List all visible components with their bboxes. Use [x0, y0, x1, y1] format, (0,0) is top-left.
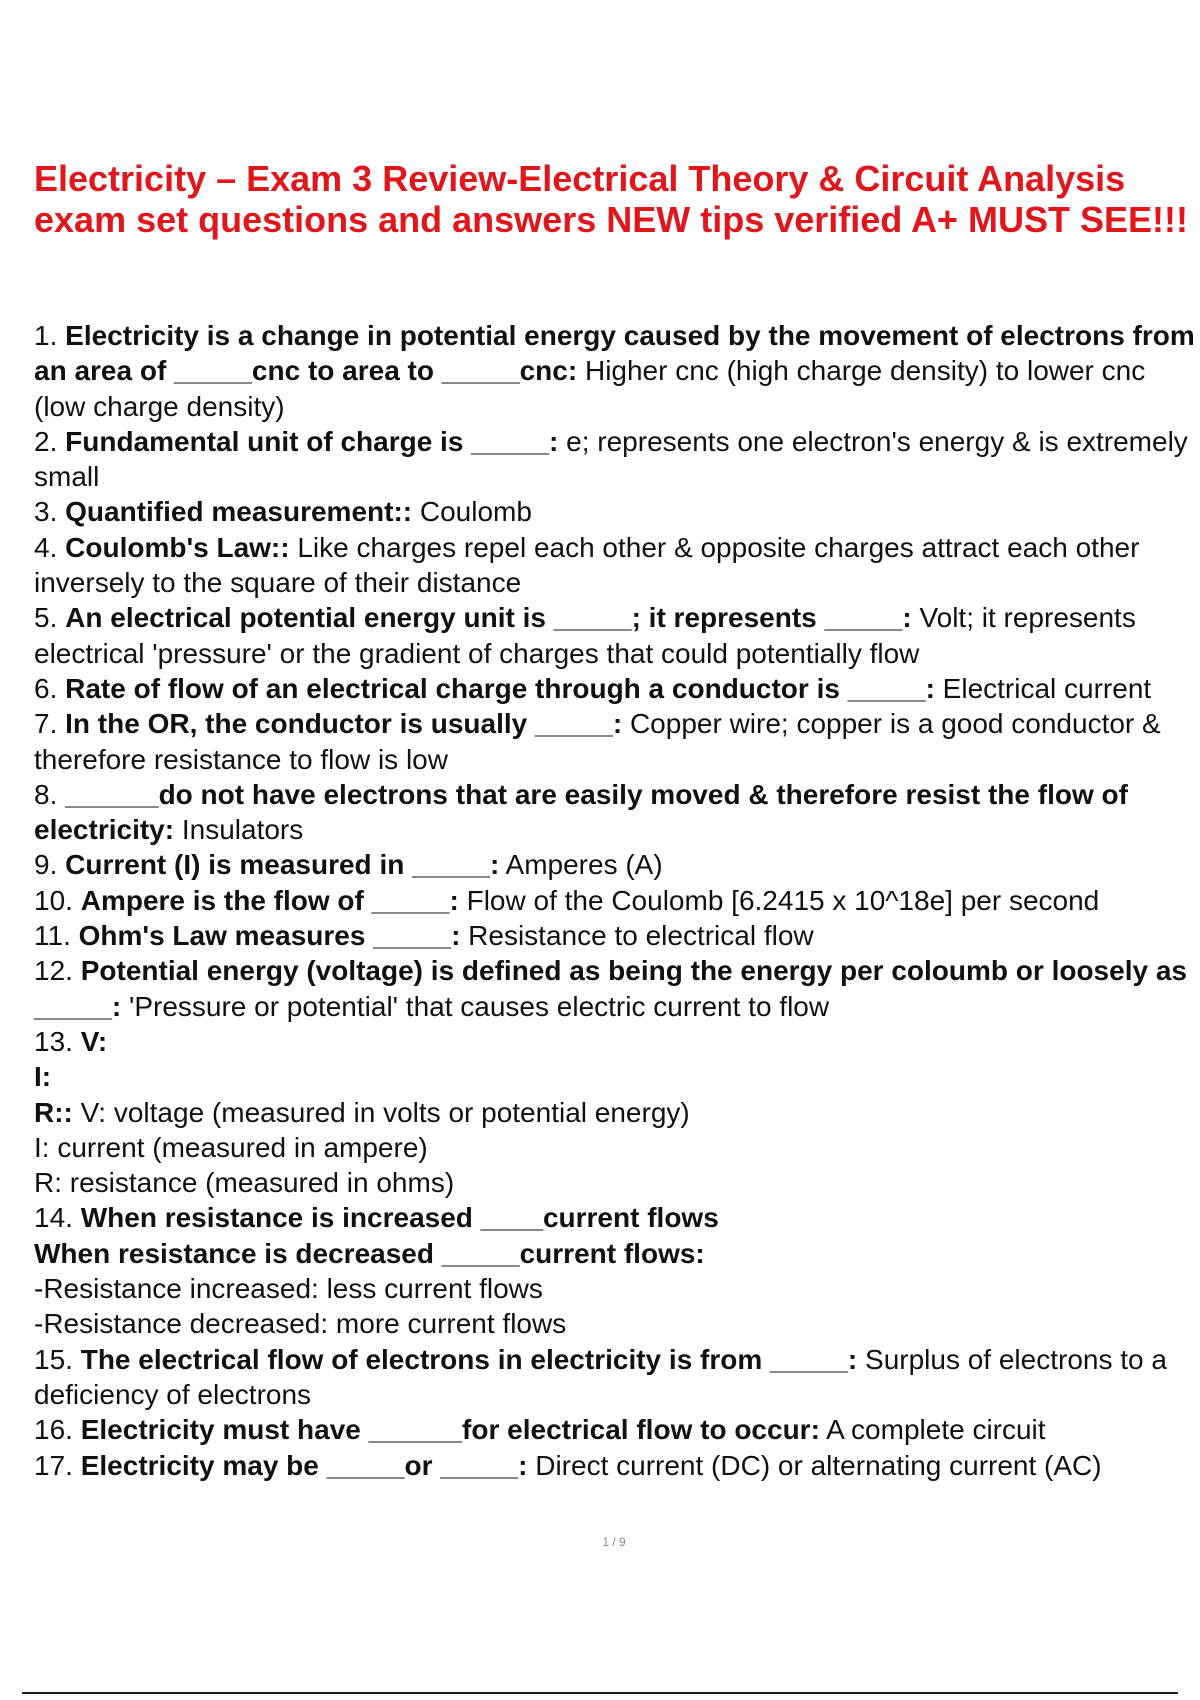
list-item: 13. V: I: R:: V: voltage (measured in volts or potential energy) I: current (measured in ampere) R: resistance (measured in ohms)	[34, 1024, 1196, 1200]
list-item: 2. Fundamental unit of charge is _____: e; represents one electron's energy & is extremely small	[34, 425, 1188, 493]
question-text: Fundamental unit of charge is _____:	[65, 425, 559, 457]
list-item: 11. Ohm's Law measures _____: Resistance to electrical flow	[34, 920, 814, 952]
answer-text: -Resistance decreased: more current flows	[34, 1308, 567, 1340]
question-text: When resistance is decreased _____current flows:	[34, 1237, 705, 1269]
question-text: The electrical flow of electrons in electricity is from _____:	[80, 1343, 858, 1375]
question-text: Quantified measurement::	[65, 496, 413, 528]
answer-text: Electrical current	[942, 672, 1152, 704]
question-text: Rate of flow of an electrical charge through a conductor is _____:	[65, 672, 935, 704]
list-item: 8. ______do not have electrons that are easily moved & therefore resist the flow of electricity: Insulators	[34, 778, 1128, 846]
question-text: Electricity must have ______for electrical flow to occur:	[80, 1414, 820, 1446]
list-item: 1. Electricity is a change in potential energy caused by the movement of electrons from an area of _____cnc to area to _____cnc: Higher cnc (high charge density) to lower cnc (low charge density)	[34, 320, 1195, 422]
question-text: When resistance is increased ____current flows	[80, 1202, 719, 1234]
list-item: 9. Current (I) is measured in _____: Amperes (A)	[34, 849, 663, 881]
answer-text: Resistance to electrical flow	[468, 920, 814, 952]
list-item: 5. An electrical potential energy unit is _____; it represents _____: Volt; it represents electrical 'pressure' or the gradient of charges that could potentially flow	[34, 602, 1136, 669]
answer-text: Surplus of electrons to a deficiency of electrons	[34, 1343, 1167, 1410]
list-item: 10. Ampere is the flow of _____: Flow of the Coulomb [6.2415 x 10^18e] per second	[34, 884, 1100, 916]
question-text: Potential energy (voltage) is defined as being the energy per coloumb or loosely as _____:	[34, 955, 1187, 1022]
answer-text: Coulomb	[419, 496, 532, 528]
answer-text: I: current (measured in ampere)	[34, 1131, 428, 1163]
answer-text: Direct current (DC) or alternating current (AC)	[535, 1449, 1102, 1481]
question-text: An electrical potential energy unit is _____; it represents _____:	[65, 602, 912, 634]
question-text: Current (I) is measured in _____:	[65, 849, 500, 881]
question-text: Electricity may be _____or _____:	[80, 1449, 528, 1481]
list-item: 7. In the OR, the conductor is usually _____: Copper wire; copper is a good conductor & therefore resistance to flow is low	[34, 708, 1161, 775]
answer-text: -Resistance increased: less current flows	[34, 1273, 543, 1305]
list-item: 16. Electricity must have ______for electrical flow to occur: A complete circuit	[34, 1414, 1046, 1446]
list-item: 6. Rate of flow of an electrical charge through a conductor is _____: Electrical current	[34, 672, 1152, 704]
question-text: Coulomb's Law::	[65, 531, 290, 563]
document-title: Electricity – Exam 3 Review-Electrical Theory & Circuit Analysis exam set questions and answers NEW tips verified A+ MUST SEE!!!	[34, 158, 1188, 240]
list-item: 14. When resistance is increased ____current flows When resistance is decreased _____current flows: -Resistance increased: less current flows -Resistance decreased: more current flows	[34, 1200, 1196, 1341]
question-text: R::	[34, 1096, 73, 1128]
question-text: I:	[34, 1061, 52, 1093]
answer-text: R: resistance (measured in ohms)	[34, 1167, 455, 1199]
answer-text: V: voltage (measured in volts or potential energy)	[80, 1096, 690, 1128]
answer-text: Amperes (A)	[505, 849, 663, 881]
question-text: Electricity is a change in potential energy caused by the movement of electrons from an area of _____cnc to area to _____cnc:	[34, 320, 1195, 387]
question-text: ______do not have electrons that are easily moved & therefore resist the flow of electricity:	[34, 778, 1128, 846]
answer-text: 'Pressure or potential' that causes electric current to flow	[128, 990, 830, 1022]
question-text: V:	[80, 1025, 108, 1057]
answer-text: Higher cnc (high charge density) to lower cnc (low charge density)	[34, 355, 1146, 422]
footer-divider	[22, 1692, 1178, 1694]
answer-text: e; represents one electron's energy & is extremely small	[34, 425, 1188, 493]
list-item: 17. Electricity may be _____or _____: Direct current (DC) or alternating current (AC)	[34, 1449, 1102, 1481]
question-text: Ampere is the flow of _____:	[80, 884, 459, 916]
question-text: Ohm's Law measures _____:	[78, 920, 461, 952]
question-text: In the OR, the conductor is usually _____:	[65, 708, 623, 740]
list-item: 12. Potential energy (voltage) is defined as being the energy per coloumb or loosely as _____: 'Pressure or potential' that causes electric current to flow	[34, 955, 1187, 1022]
answer-text: Insulators	[181, 814, 304, 846]
answer-text: Flow of the Coulomb [6.2415 x 10^18e] per second	[466, 884, 1100, 916]
answer-text: Like charges repel each other & opposite charges attract each other inversely to the square of their distance	[34, 531, 1140, 599]
list-item: 4. Coulomb's Law:: Like charges repel each other & opposite charges attract each other inversely to the square of their distance	[34, 531, 1140, 599]
page-number: 1 / 9	[602, 1535, 626, 1549]
list-item: 15. The electrical flow of electrons in electricity is from _____: Surplus of electrons to a deficiency of electrons	[34, 1343, 1167, 1410]
answer-text: A complete circuit	[826, 1414, 1046, 1446]
answer-text: Copper wire; copper is a good conductor & therefore resistance to flow is low	[34, 708, 1161, 775]
answer-text: Volt; it represents electrical 'pressure' or the gradient of charges that could potentially flow	[34, 602, 1136, 669]
qa-list	[34, 318, 1196, 1483]
list-item: 3. Quantified measurement:: Coulomb	[34, 496, 532, 528]
